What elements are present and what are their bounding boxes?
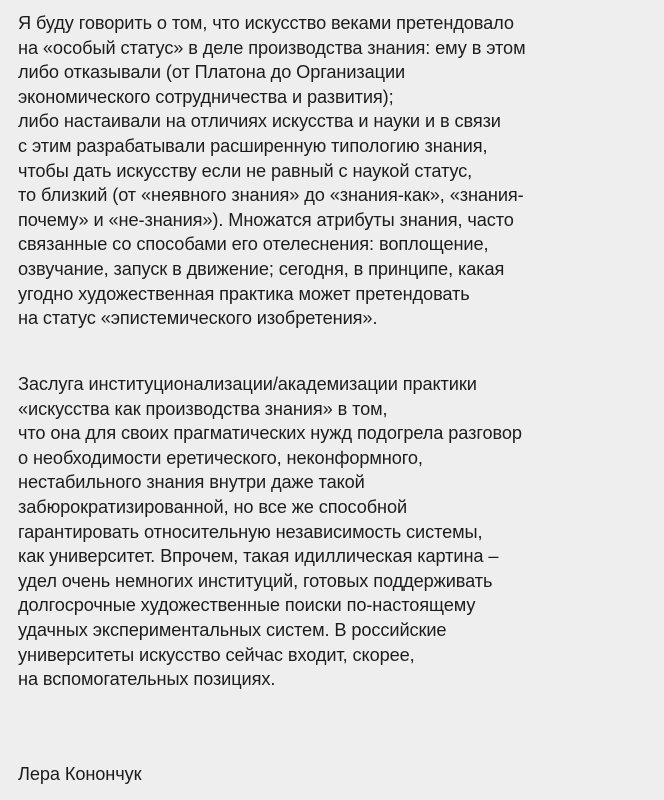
text-line: нестабильного знания внутри даже такой — [18, 472, 365, 493]
text-line: университеты искусство сейчас входит, скорее, — [18, 644, 415, 665]
text-line: угодно художественная практика может претендовать — [18, 283, 470, 304]
text-line: либо отказывали (от Платона до Организации — [18, 62, 406, 83]
text-line: что она для своих прагматических нужд подогрела разговор — [18, 423, 522, 444]
text-line: как университет. Впрочем, такая идиллическая картина – — [18, 546, 499, 567]
text-line: забюрократизированной, но все же способной — [18, 496, 408, 517]
text-line: чтобы дать искусству если не равный с наукой статус, — [18, 160, 473, 181]
text-line: Я буду говорить о том, что искусство веками претендовало — [18, 13, 514, 33]
text-line: экономического сотрудничества и развития); — [18, 86, 394, 107]
author-name: Лера Конончук — [18, 764, 142, 784]
text-line: на статус «эпистемического изобретения». — [18, 308, 378, 329]
text-line: озвучание, запуск в движение; сегодня, в принципе, какая — [18, 258, 505, 279]
text-line: долгосрочные художественные поиски по-настоящему — [18, 595, 476, 616]
text-line: гарантировать относительную независимость системы, — [18, 521, 483, 542]
text-line: на «особый статус» в деле производства знания: ему в этом — [18, 37, 526, 58]
text-line: то близкий (от «неявного знания» до «знания-как», «знания- — [18, 185, 524, 206]
author-signature — [18, 762, 658, 787]
text-line: удел очень немногих институций, готовых поддерживать — [18, 570, 493, 591]
paragraph-2 — [18, 372, 658, 692]
paragraph-1 — [18, 11, 658, 331]
text-line: удачных экспериментальных систем. В российские — [18, 619, 447, 640]
text-line: либо настаивали на отличиях искусства и науки и в связи — [18, 111, 501, 132]
text-line: «искусства как производства знания» в том, — [18, 398, 388, 419]
text-line: о необходимости еретического, неконформного, — [18, 447, 423, 468]
text-line: Заслуга институционализации/академизации практики — [18, 374, 477, 394]
text-line: с этим разрабатывали расширенную типологию знания, — [18, 135, 488, 156]
text-line: связанные со способами его отелеснения: воплощение, — [18, 234, 489, 255]
text-line: на вспомогательных позициях. — [18, 669, 276, 690]
text-line: почему» и «не-знания»). Множатся атрибуты знания, часто — [18, 209, 514, 230]
